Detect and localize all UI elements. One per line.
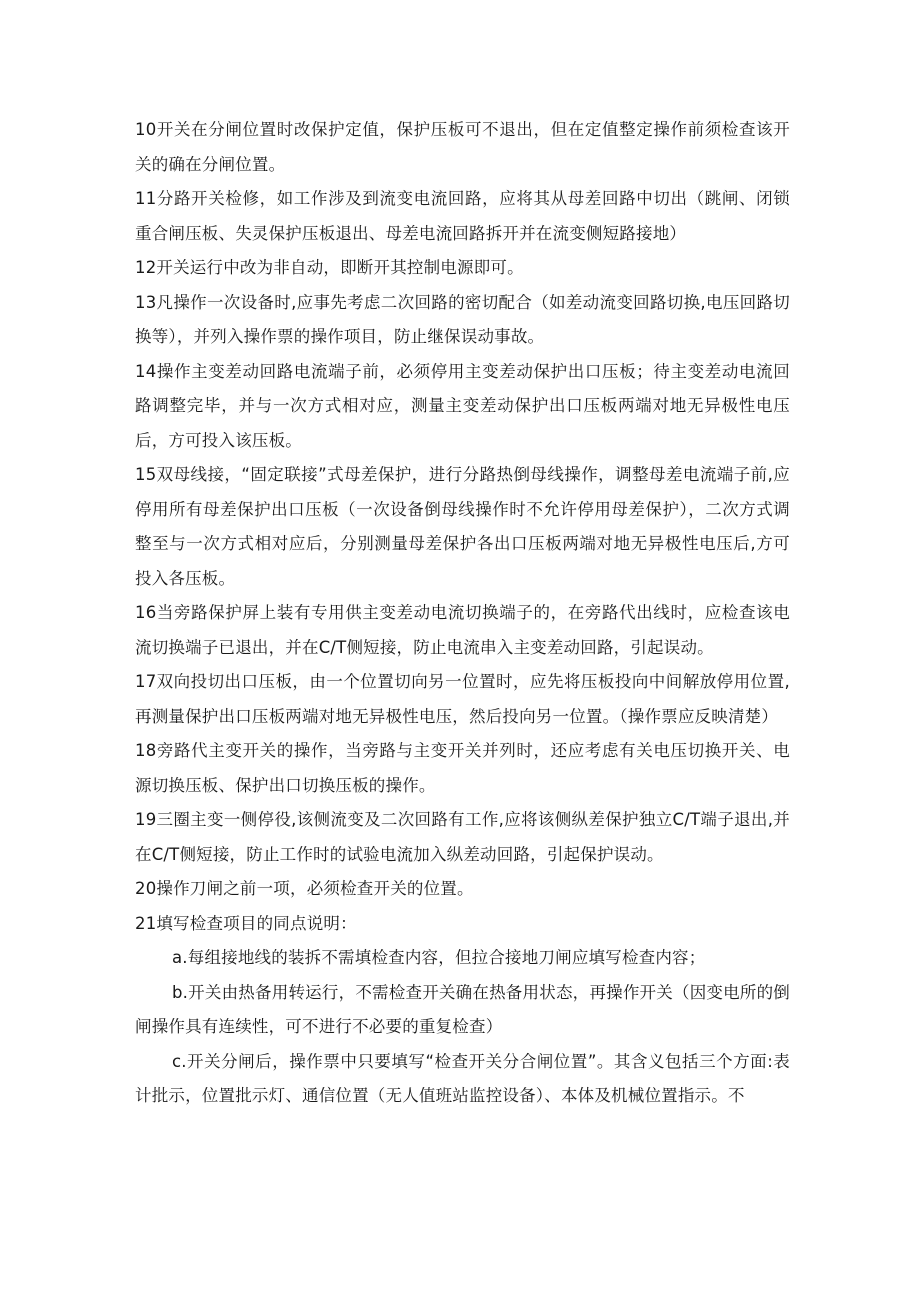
paragraph-item-17: 17双向投切出口压板，由一个位置切向另一位置时，应先将压板投向中间解放停用位置,再测量保护出口压板两端对地无异极性电压，然后投向另一位置。（操作票应反映清楚） (135, 672, 790, 726)
paragraph-item-11: 11分路开关检修，如工作涉及到流变电流回路，应将其从母差回路中切出（跳闸、闭锁重合闸压板、失灵保护压板退出、母差电流回路拆开并在流变侧短路接地） (135, 189, 790, 243)
sub-paragraph-c: c.开关分闸后，操作票中只要填写“检查开关分合闸位置”。其含义包括三个方面:表计批示，位置批示灯、通信位置（无人值班站监控设备）、本体及机械位置指示。不 (135, 1051, 790, 1105)
paragraph-item-10: 10开关在分闸位置时改保护定值，保护压板可不退出，但在定值整定操作前须检查该开关的确在分闸位置。 (135, 120, 790, 174)
sub-paragraph-b: b.开关由热备用转运行，不需检查开关确在热备用状态，再操作开关（因变电所的倒闸操作具有连续性，可不进行不必要的重复检查） (135, 982, 790, 1036)
paragraph-item-16: 16当旁路保护屏上装有专用供主变差动电流切换端子的，在旁路代出线时，应检查该电流切换端子已退出，并在C/T侧短接，防止电流串入主变差动回路，引起误动。 (135, 603, 790, 657)
paragraph-item-12: 12开关运行中改为非自动，即断开其控制电源即可。 (135, 258, 524, 277)
paragraph-item-14: 14操作主变差动回路电流端子前，必须停用主变差动保护出口压板；待主变差动电流回路调整完毕，并与一次方式相对应，测量主变差动保护出口压板两端对地无异极性电压后，方可投入该压板。 (135, 361, 790, 450)
document-body (135, 113, 790, 1114)
paragraph-item-18: 18旁路代主变开关的操作，当旁路与主变开关并列时，还应考虑有关电压切换开关、电源切换压板、保护出口切换压板的操作。 (135, 741, 790, 795)
paragraph-item-19: 19三圈主变一侧停役,该侧流变及二次回路有工作,应将该侧纵差保护独立C/T端子退出,并在C/T侧短接，防止工作时的试验电流加入纵差动回路，引起保护误动。 (135, 810, 790, 864)
paragraph-item-20: 20操作刀闸之前一项，必须检查开关的位置。 (135, 879, 474, 898)
paragraph-item-21: 21填写检查项目的同点说明： (135, 913, 357, 933)
sub-paragraph-a: a.每组接地线的装拆不需填检查内容，但拉合接地刀闸应填写检查内容； (172, 948, 706, 967)
paragraph-item-15: 15双母线接，“固定联接”式母差保护，进行分路热倒母线操作，调整母差电流端子前,应停用所有母差保护出口压板（一次设备倒母线操作时不允许停用母差保护），二次方式调整至与一次方式相对应后，分别测量母差保护各出口压板两端对地无异极性电压后,方可投入各压板。 (135, 465, 790, 588)
paragraph-item-13: 13凡操作一次设备时,应事先考虑二次回路的密切配合（如差动流变回路切换,电压回路切换等），并列入操作票的操作项目，防止继保误动事故。 (135, 292, 790, 346)
